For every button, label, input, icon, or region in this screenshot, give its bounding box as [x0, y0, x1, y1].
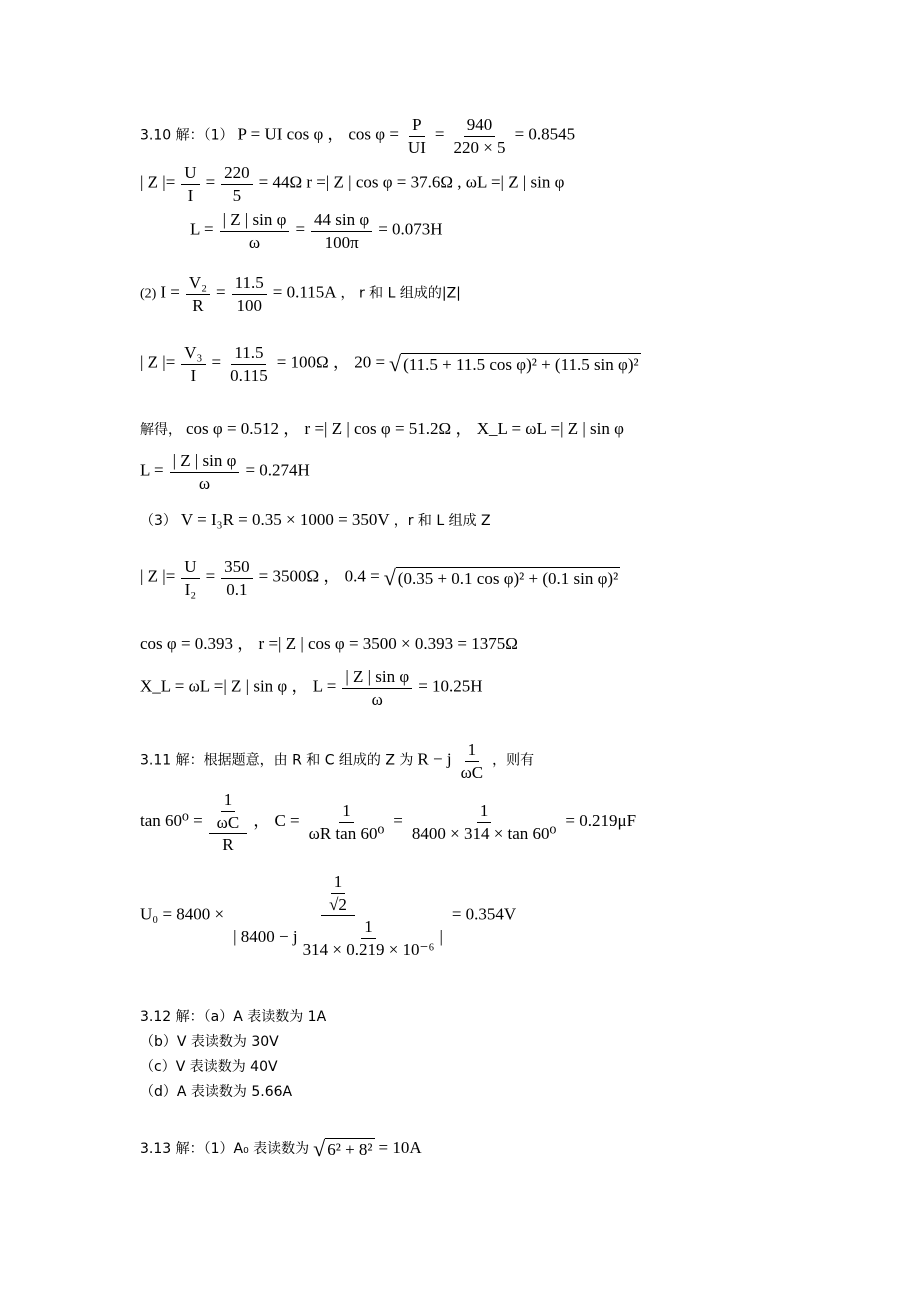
- den: 8400 × 314 × tan 60⁰: [411, 823, 557, 843]
- compound-fraction: [209, 790, 248, 855]
- s311-line2: tan 60⁰ = $\frac{\frac{1}{\omega C}}{R}$ ， C = $\frac{1}{\text{ωR tan 60⁰}}$ = $\frac{1}{\text{8400 × 314 × tan 60⁰}}$ = 0.219μF: [140, 790, 637, 855]
- equation: X_L = ωL =| Z | sin φ ， L =: [140, 676, 337, 696]
- sqrt: √ (11.5 + 11.5 cos φ)² + (11.5 sin φ)²: [389, 350, 639, 376]
- den: ωC: [216, 812, 240, 832]
- fraction: [326, 872, 350, 914]
- result: = 100Ω ， 20 =: [276, 352, 386, 372]
- fraction: [450, 115, 508, 157]
- den: R: [192, 295, 204, 315]
- sqrt-body: 6² + 8²: [327, 1140, 373, 1160]
- num: | Z | sin φ: [170, 451, 240, 473]
- result: = 0.274H: [245, 460, 310, 480]
- fraction: [221, 557, 253, 599]
- den: UI: [407, 137, 426, 157]
- fraction: [227, 343, 271, 385]
- s310-part2-line2: | Z |= $\frac{\text{V₃}}{I}$ = $\frac{11.5}{0.115}$ = 100Ω ， 20 = √ (11.5 + 11.5 cos φ)² + (11.5 sin φ)²: [140, 343, 639, 385]
- den: I: [190, 365, 197, 385]
- z-label: | Z |=: [140, 566, 176, 586]
- fraction: [214, 790, 243, 832]
- result: = 10.25H: [418, 676, 483, 696]
- num: U: [181, 557, 199, 579]
- num: V₃: [181, 343, 205, 365]
- s310-part3-line1: [140, 510, 491, 530]
- s312-line-c: （c）V 表读数为 40V: [140, 1059, 278, 1075]
- den: ω: [198, 473, 211, 493]
- fraction: [405, 115, 429, 157]
- cos-label: cos φ =: [348, 124, 399, 144]
- text: 解得，: [140, 422, 182, 438]
- sqrt-body: (11.5 + 11.5 cos φ)² + (11.5 sin φ)²: [403, 354, 639, 374]
- part-head: （3）: [140, 513, 177, 529]
- den: √2: [329, 894, 347, 914]
- num: 11.5: [232, 273, 267, 295]
- num: 1: [477, 801, 492, 823]
- tan-label: tan 60⁰ =: [140, 810, 203, 830]
- fraction: [220, 210, 290, 252]
- l-label: L =: [190, 219, 214, 239]
- equation: V = I₃R = 0.35 × 1000 = 350V: [180, 510, 390, 529]
- result: cos φ = 0.512 ， r =| Z | cos φ = 51.2Ω ， X_L = ωL =| Z | sin φ: [186, 419, 624, 438]
- i-label: I =: [160, 282, 180, 302]
- result: = 10A: [378, 1138, 422, 1157]
- s311-line1: [140, 740, 534, 782]
- s310-part2-line1: (2) I = $\frac{\text{V₂}}{R}$ = $\frac{11.5}{100}$ = 0.115A ， r 和 L 组成的|Z|: [140, 273, 461, 315]
- den: ωR tan 60⁰: [308, 823, 385, 843]
- num: 1: [361, 917, 376, 939]
- power-formula: P = UI cos φ: [237, 124, 324, 144]
- fraction: [232, 273, 267, 315]
- s311-head: 3.11 解：根据题意，由 R 和 C 组成的 Z 为: [140, 752, 414, 769]
- fraction: [311, 210, 372, 252]
- s312-line-b: （b）V 表读数为 30V: [140, 1034, 279, 1050]
- result: = 0.354V: [451, 904, 517, 924]
- num: 220: [221, 163, 253, 185]
- expr: R − j: [417, 749, 452, 769]
- s310-line2: | Z |= $\frac{U}{I}$ = $\frac{220}{5}$ = 44Ω r =| Z | cos φ = 37.6Ω , ωL =| Z | sin φ: [140, 163, 565, 205]
- s310-line1: 3.10 解：（1） P = UI cos φ ， cos φ = $\frac{P}{UI}$ = $\frac{940}{220 \times 5}$ = 0.8545: [140, 115, 576, 157]
- z-label: | Z |=: [140, 172, 176, 192]
- s310-part2-line4: [140, 451, 310, 493]
- text: ，则有: [492, 752, 535, 769]
- fraction: [181, 557, 199, 599]
- den: I₂: [184, 579, 197, 599]
- num: 1: [331, 872, 346, 894]
- s310-part3-line4: [140, 667, 483, 709]
- result: = 0.073H: [378, 219, 443, 239]
- text: ，r 和 L 组成 Z: [393, 513, 491, 529]
- s310-head: 3.10 解：（1）: [140, 127, 234, 144]
- s312-line-a: 3.12 解：（a）A 表读数为 1A: [140, 1009, 327, 1025]
- sqrt: √ (0.35 + 0.1 cos φ)² + (0.1 sin φ)²: [383, 564, 619, 590]
- result: = 44Ω r =| Z | cos φ = 37.6Ω , ωL =| Z | sin φ: [258, 172, 565, 192]
- num: 1: [221, 790, 236, 812]
- s313-head: 3.13 解：（1）A₀ 表读数为: [140, 1141, 310, 1157]
- num: | Z | sin φ: [342, 667, 412, 689]
- sep: ， C =: [253, 810, 300, 830]
- num: 44 sin φ: [311, 210, 372, 232]
- den: 314 × 0.219 × 10⁻⁶: [302, 939, 435, 959]
- den: ωC: [460, 762, 484, 782]
- den: 100: [236, 295, 262, 315]
- s311-line3: [140, 872, 516, 959]
- num: | Z | sin φ: [220, 210, 290, 232]
- num: P: [409, 115, 424, 137]
- s313-line1: [140, 1138, 422, 1160]
- u0-label: U₀ = 8400 ×: [140, 904, 225, 924]
- den: ω: [371, 689, 383, 709]
- l-label: L =: [140, 460, 164, 480]
- s310-part3-line2: | Z |= $\frac{U}{\text{I₂}}$ = $\frac{350}{0.1}$ = 3500Ω ， 0.4 = √ (0.35 + 0.1 cos φ)² + (0.1 sin φ)²: [140, 557, 619, 599]
- den: I: [187, 185, 194, 205]
- fraction: [170, 451, 240, 493]
- den: ω: [248, 232, 261, 252]
- fraction: [409, 801, 560, 843]
- result: = 0.115A: [272, 282, 337, 302]
- fraction: [458, 740, 487, 782]
- den-part: | 8400 − j: [233, 927, 298, 947]
- num: V₂: [186, 273, 210, 295]
- num: 350: [221, 557, 253, 579]
- s312-line-d: （d）A 表读数为 5.66A: [140, 1084, 293, 1100]
- result: = 0.219μF: [565, 810, 637, 830]
- s310-part3-line3: [140, 629, 518, 654]
- equation: cos φ = 0.393 ， r =| Z | cos φ = 3500 × 0.393 = 1375Ω: [140, 634, 518, 653]
- sqrt: √ 6² + 8²: [313, 1136, 373, 1162]
- fraction: [300, 917, 438, 959]
- num: 1: [339, 801, 354, 823]
- num: 940: [464, 115, 496, 137]
- den: R: [222, 835, 234, 855]
- text: ， r 和 L 组成的|Z|: [340, 285, 461, 302]
- s310-line3: L = $\frac{\text{| Z | sin φ}}{\omega}$ = $\frac{\text{44 sin φ}}{100\pi}$ = 0.073H: [190, 210, 443, 252]
- compound-fraction: [230, 872, 446, 959]
- fraction: [342, 667, 412, 709]
- part-head: (2): [140, 286, 157, 302]
- den: 5: [232, 185, 242, 205]
- den: 100π: [324, 232, 359, 252]
- den: 0.1: [226, 579, 248, 599]
- fraction: [306, 801, 388, 843]
- num: 11.5: [231, 343, 266, 365]
- den: 220 × 5: [453, 137, 506, 157]
- sqrt-body: (0.35 + 0.1 cos φ)² + (0.1 sin φ)²: [397, 568, 619, 588]
- result: = 0.8545: [514, 124, 576, 144]
- den-part: |: [439, 927, 443, 947]
- num: U: [181, 163, 199, 185]
- fraction: [186, 273, 210, 315]
- s310-part2-line3: [140, 414, 624, 439]
- fraction: [181, 163, 199, 205]
- num: 1: [465, 740, 480, 762]
- fraction: [181, 343, 205, 385]
- sep: ，: [327, 124, 345, 144]
- fraction: [221, 163, 253, 205]
- den: 0.115: [230, 365, 268, 385]
- z-label: | Z |=: [140, 352, 176, 372]
- result: = 3500Ω ， 0.4 =: [258, 566, 380, 586]
